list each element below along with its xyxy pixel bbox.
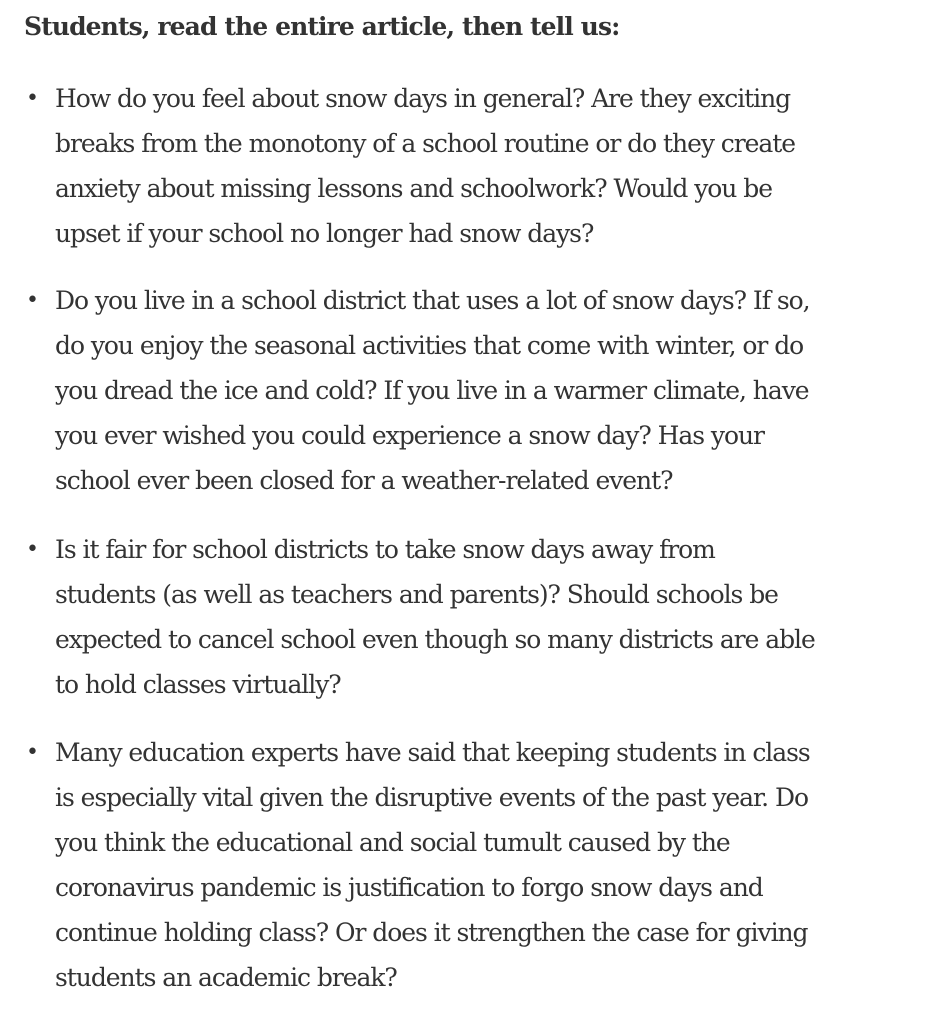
question-line: breaks from the monotony of a school routine or do they create (55, 129, 795, 158)
bullet-icon: • (26, 288, 39, 313)
bullet-icon: • (26, 537, 39, 562)
question-line: do you enjoy the seasonal activities that come with winter, or do (55, 331, 804, 360)
bullet-icon: • (26, 740, 39, 765)
bullet-icon: • (26, 86, 39, 111)
question-line: Many education experts have said that keeping students in class (55, 738, 810, 767)
question-line: upset if your school no longer had snow days? (55, 219, 594, 248)
question-line: expected to cancel school even though so many districts are able (55, 625, 815, 654)
question-line: coronavirus pandemic is justification to forgo snow days and (55, 873, 763, 902)
question-line: you think the educational and social tumult caused by the (55, 828, 730, 857)
question-line: How do you feel about snow days in general? Are they exciting (55, 84, 791, 113)
question-line: continue holding class? Or does it strengthen the case for giving (55, 918, 808, 947)
question-line: Do you live in a school district that uses a lot of snow days? If so, (55, 286, 810, 315)
question-line: to hold classes virtually? (55, 670, 341, 699)
question-line: students (as well as teachers and parents)? Should schools be (55, 580, 778, 609)
question-line: is especially vital given the disruptive events of the past year. Do (55, 783, 808, 812)
question-line: you dread the ice and cold? If you live in a warmer climate, have (55, 376, 809, 405)
question-line: you ever wished you could experience a snow day? Has your (55, 421, 764, 450)
question-line: school ever been closed for a weather-related event? (55, 466, 673, 495)
question-line: students an academic break? (55, 963, 397, 992)
prompt-heading: Students, read the entire article, then tell us: (24, 12, 620, 41)
question-line: Is it fair for school districts to take snow days away from (55, 535, 715, 564)
question-line: anxiety about missing lessons and schoolwork? Would you be (55, 174, 772, 203)
